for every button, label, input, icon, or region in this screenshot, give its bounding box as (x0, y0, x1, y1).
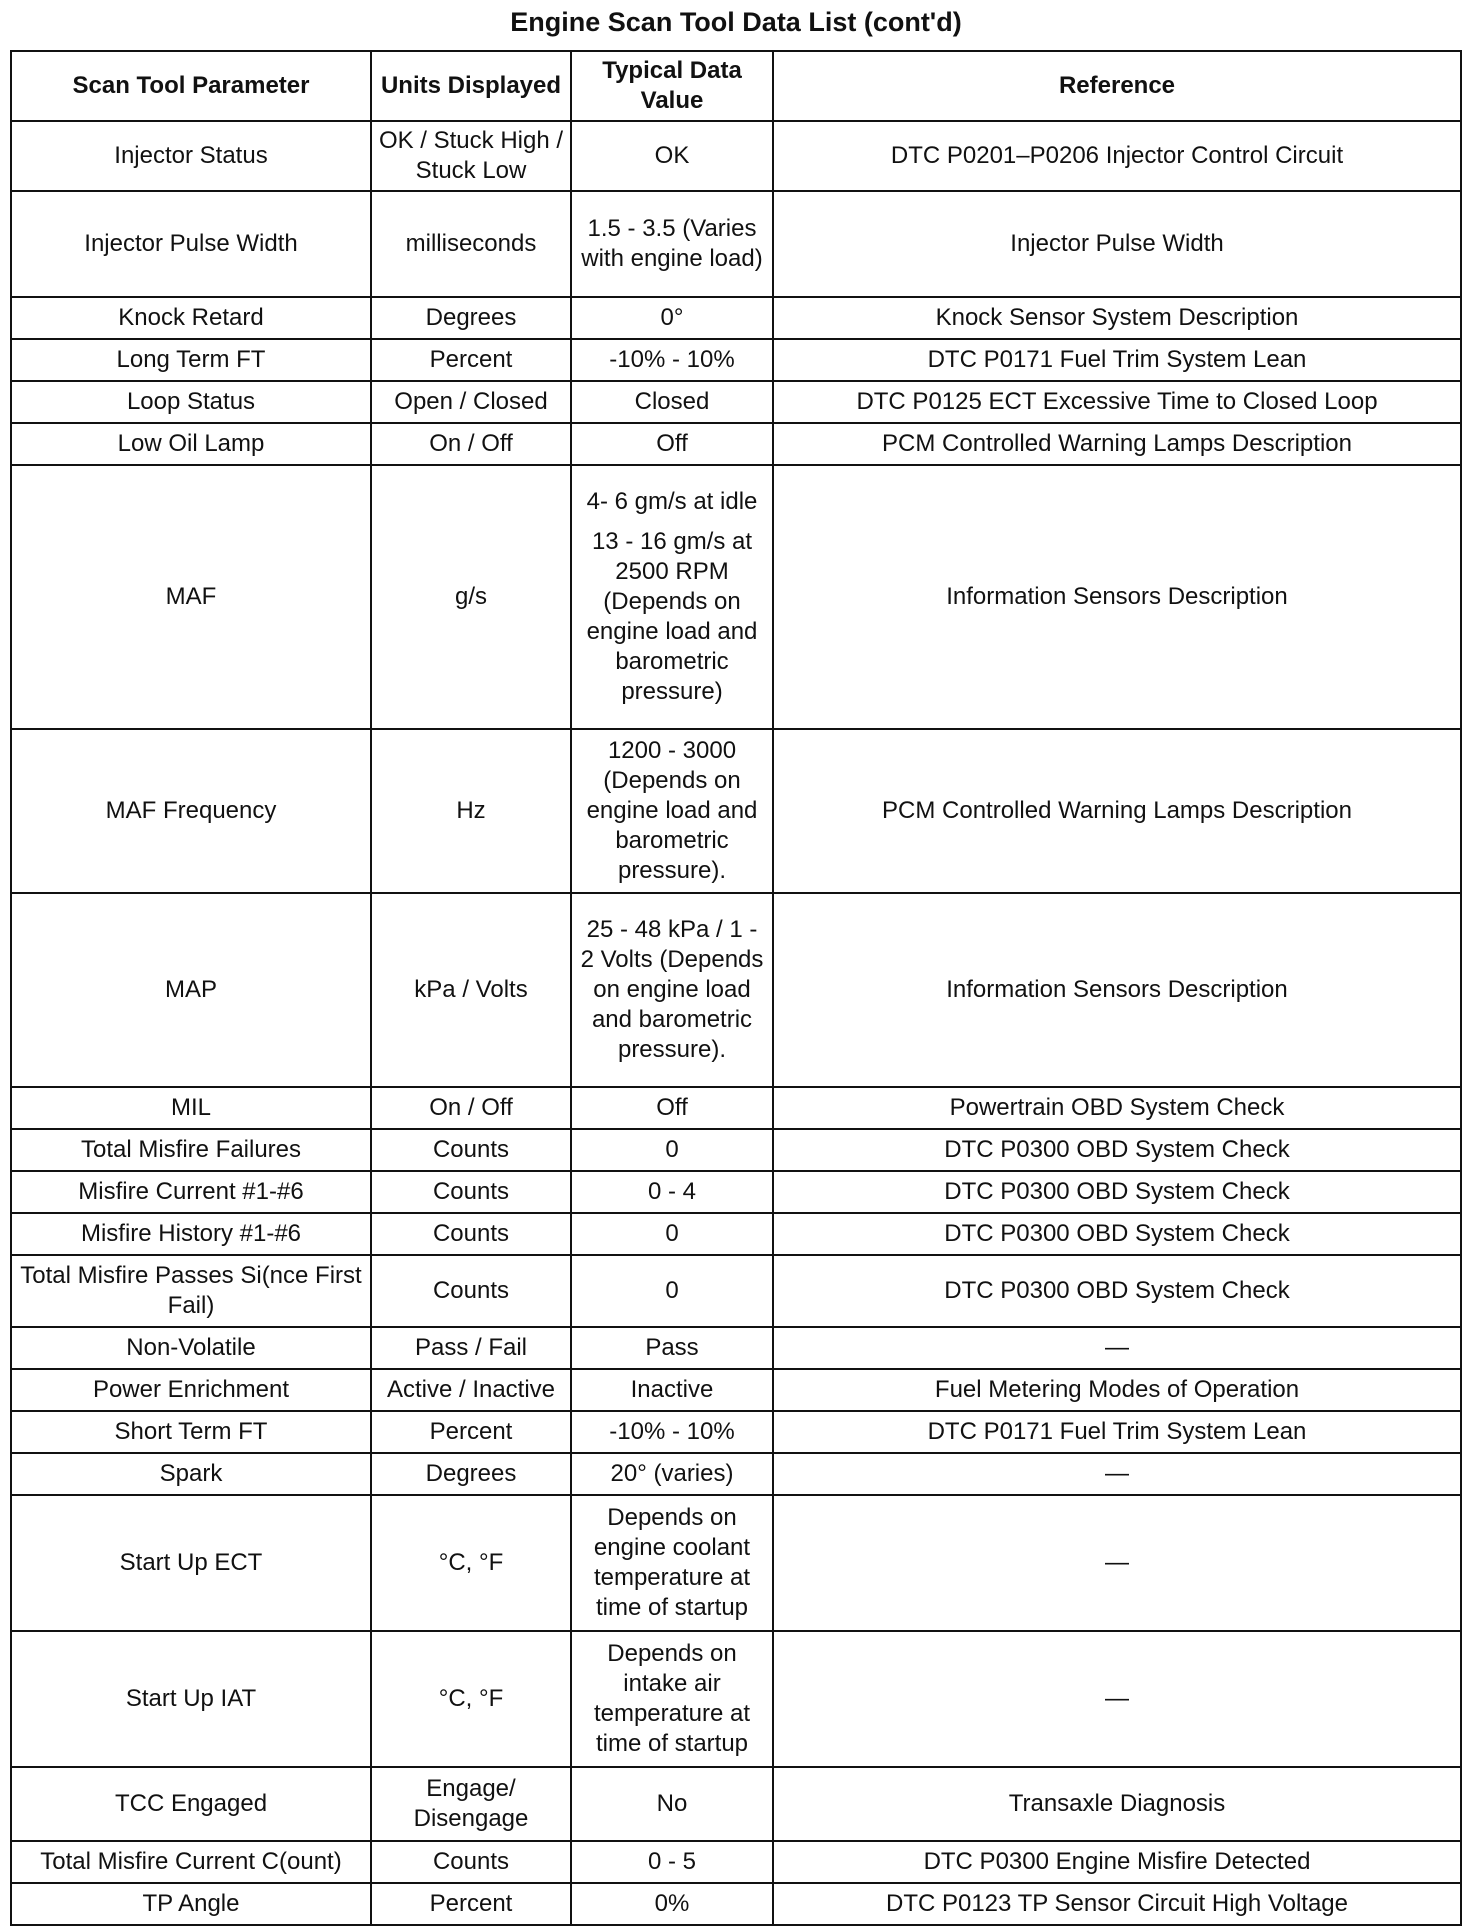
units-cell: On / Off (371, 423, 571, 465)
table-row (11, 1255, 1461, 1327)
value-cell: -10% - 10% (571, 339, 773, 381)
units-cell: On / Off (371, 1087, 571, 1129)
value-cell: OK (571, 121, 773, 191)
page-title: Engine Scan Tool Data List (cont'd) (510, 7, 962, 37)
header-row (11, 51, 1461, 121)
reference-cell: Information Sensors Description (773, 893, 1461, 1087)
value-cell: 0% (571, 1883, 773, 1925)
value-cell: 20° (varies) (571, 1453, 773, 1495)
reference-cell: DTC P0300 Engine Misfire Detected (773, 1841, 1461, 1883)
reference-cell: PCM Controlled Warning Lamps Description (773, 729, 1461, 893)
table-row (11, 191, 1461, 297)
parameter-cell: Spark (11, 1453, 371, 1495)
table-row (11, 423, 1461, 465)
table-row (11, 297, 1461, 339)
value-cell: 1.5 - 3.5 (Varies with engine load) (571, 191, 773, 297)
value-line-idle: 4- 6 gm/s at idle (586, 488, 758, 515)
parameter-cell: Power Enrichment (11, 1369, 371, 1411)
reference-cell: DTC P0300 OBD System Check (773, 1213, 1461, 1255)
units-cell: Percent (371, 1411, 571, 1453)
parameter-cell: Start Up ECT (11, 1495, 371, 1631)
value-cell: 0 (571, 1129, 773, 1171)
header-typical-data-value: Typical Data Value (571, 51, 773, 121)
table-row (11, 1453, 1461, 1495)
value-cell: 0° (571, 297, 773, 339)
table-row (11, 1213, 1461, 1255)
units-cell: °C, °F (371, 1631, 571, 1767)
parameter-cell: Misfire History #1-#6 (11, 1213, 371, 1255)
units-cell: Open / Closed (371, 381, 571, 423)
parameter-cell: MAF Frequency (11, 729, 371, 893)
parameter-cell: Start Up IAT (11, 1631, 371, 1767)
table-row (11, 1327, 1461, 1369)
table-row (11, 339, 1461, 381)
table-row (11, 1087, 1461, 1129)
parameter-cell: Total Misfire Passes Si(nce First Fail) (11, 1255, 371, 1327)
table-row (11, 1841, 1461, 1883)
table-row (11, 1767, 1461, 1841)
table-row (11, 1883, 1461, 1925)
parameter-cell: MAP (11, 893, 371, 1087)
value-cell (571, 465, 773, 729)
parameter-cell: Low Oil Lamp (11, 423, 371, 465)
parameter-cell: Total Misfire Failures (11, 1129, 371, 1171)
value-cell: No (571, 1767, 773, 1841)
value-cell: 1200 - 3000 (Depends on engine load and barometric pressure). (571, 729, 773, 893)
parameter-cell: TP Angle (11, 1883, 371, 1925)
value-cell: Pass (571, 1327, 773, 1369)
table-row (11, 381, 1461, 423)
units-cell: Hz (371, 729, 571, 893)
reference-cell: — (773, 1631, 1461, 1767)
parameter-cell: Non-Volatile (11, 1327, 371, 1369)
reference-cell: Fuel Metering Modes of Operation (773, 1369, 1461, 1411)
parameter-cell: Injector Status (11, 121, 371, 191)
reference-cell: — (773, 1495, 1461, 1631)
value-cell: Off (571, 1087, 773, 1129)
units-cell: Percent (371, 339, 571, 381)
units-cell: Counts (371, 1213, 571, 1255)
scan-tool-data-table (10, 50, 1462, 1926)
parameter-cell: TCC Engaged (11, 1767, 371, 1841)
value-cell: 0 - 4 (571, 1171, 773, 1213)
table-row (11, 1129, 1461, 1171)
parameter-cell: MAF (11, 465, 371, 729)
units-cell: Counts (371, 1841, 571, 1883)
reference-cell: Powertrain OBD System Check (773, 1087, 1461, 1129)
value-cell: 0 (571, 1213, 773, 1255)
units-cell: Percent (371, 1883, 571, 1925)
units-cell: Degrees (371, 1453, 571, 1495)
reference-cell: DTC P0201–P0206 Injector Control Circuit (773, 121, 1461, 191)
parameter-cell: MIL (11, 1087, 371, 1129)
value-cell: Inactive (571, 1369, 773, 1411)
units-cell: Engage/ Disengage (371, 1767, 571, 1841)
units-cell: Counts (371, 1129, 571, 1171)
value-cell: Off (571, 423, 773, 465)
units-cell: Counts (371, 1171, 571, 1213)
value-cell: -10% - 10% (571, 1411, 773, 1453)
parameter-cell: Loop Status (11, 381, 371, 423)
units-cell: milliseconds (371, 191, 571, 297)
table-row (11, 1369, 1461, 1411)
table-row (11, 1171, 1461, 1213)
reference-cell: — (773, 1327, 1461, 1369)
header-scan-tool-parameter: Scan Tool Parameter (11, 51, 371, 121)
header-reference: Reference (773, 51, 1461, 121)
units-cell: Active / Inactive (371, 1369, 571, 1411)
parameter-cell: Knock Retard (11, 297, 371, 339)
reference-cell: DTC P0300 OBD System Check (773, 1129, 1461, 1171)
reference-cell: — (773, 1453, 1461, 1495)
units-cell: °C, °F (371, 1495, 571, 1631)
table-row (11, 121, 1461, 191)
reference-cell: DTC P0171 Fuel Trim System Lean (773, 339, 1461, 381)
table-row (11, 465, 1461, 729)
value-line-2500rpm: 13 - 16 gm/s at 2500 RPM (Depends on engine load and barometric pressure) (586, 528, 758, 705)
reference-cell: DTC P0300 OBD System Check (773, 1255, 1461, 1327)
units-cell: Pass / Fail (371, 1327, 571, 1369)
reference-cell: Transaxle Diagnosis (773, 1767, 1461, 1841)
value-cell: 0 - 5 (571, 1841, 773, 1883)
reference-cell: DTC P0171 Fuel Trim System Lean (773, 1411, 1461, 1453)
table-row (11, 893, 1461, 1087)
table-row (11, 1631, 1461, 1767)
parameter-cell: Short Term FT (11, 1411, 371, 1453)
header-units-displayed: Units Displayed (371, 51, 571, 121)
table-row (11, 729, 1461, 893)
units-cell: Degrees (371, 297, 571, 339)
parameter-cell: Injector Pulse Width (11, 191, 371, 297)
parameter-cell: Long Term FT (11, 339, 371, 381)
reference-cell: DTC P0300 OBD System Check (773, 1171, 1461, 1213)
units-cell: g/s (371, 465, 571, 729)
value-cell: 0 (571, 1255, 773, 1327)
parameter-cell: Total Misfire Current C(ount) (11, 1841, 371, 1883)
reference-cell: Injector Pulse Width (773, 191, 1461, 297)
value-cell: Depends on engine coolant temperature at time of startup (571, 1495, 773, 1631)
reference-cell: PCM Controlled Warning Lamps Description (773, 423, 1461, 465)
units-cell: Counts (371, 1255, 571, 1327)
table-row (11, 1411, 1461, 1453)
reference-cell: DTC P0123 TP Sensor Circuit High Voltage (773, 1883, 1461, 1925)
reference-cell: Knock Sensor System Description (773, 297, 1461, 339)
value-cell: Depends on intake air temperature at time of startup (571, 1631, 773, 1767)
table-row (11, 1495, 1461, 1631)
parameter-cell: Misfire Current #1-#6 (11, 1171, 371, 1213)
reference-cell: DTC P0125 ECT Excessive Time to Closed Loop (773, 381, 1461, 423)
value-cell: 25 - 48 kPa / 1 - 2 Volts (Depends on engine load and barometric pressure). (571, 893, 773, 1087)
units-cell: kPa / Volts (371, 893, 571, 1087)
units-cell: OK / Stuck High / Stuck Low (371, 121, 571, 191)
reference-cell: Information Sensors Description (773, 465, 1461, 729)
value-cell: Closed (571, 381, 773, 423)
